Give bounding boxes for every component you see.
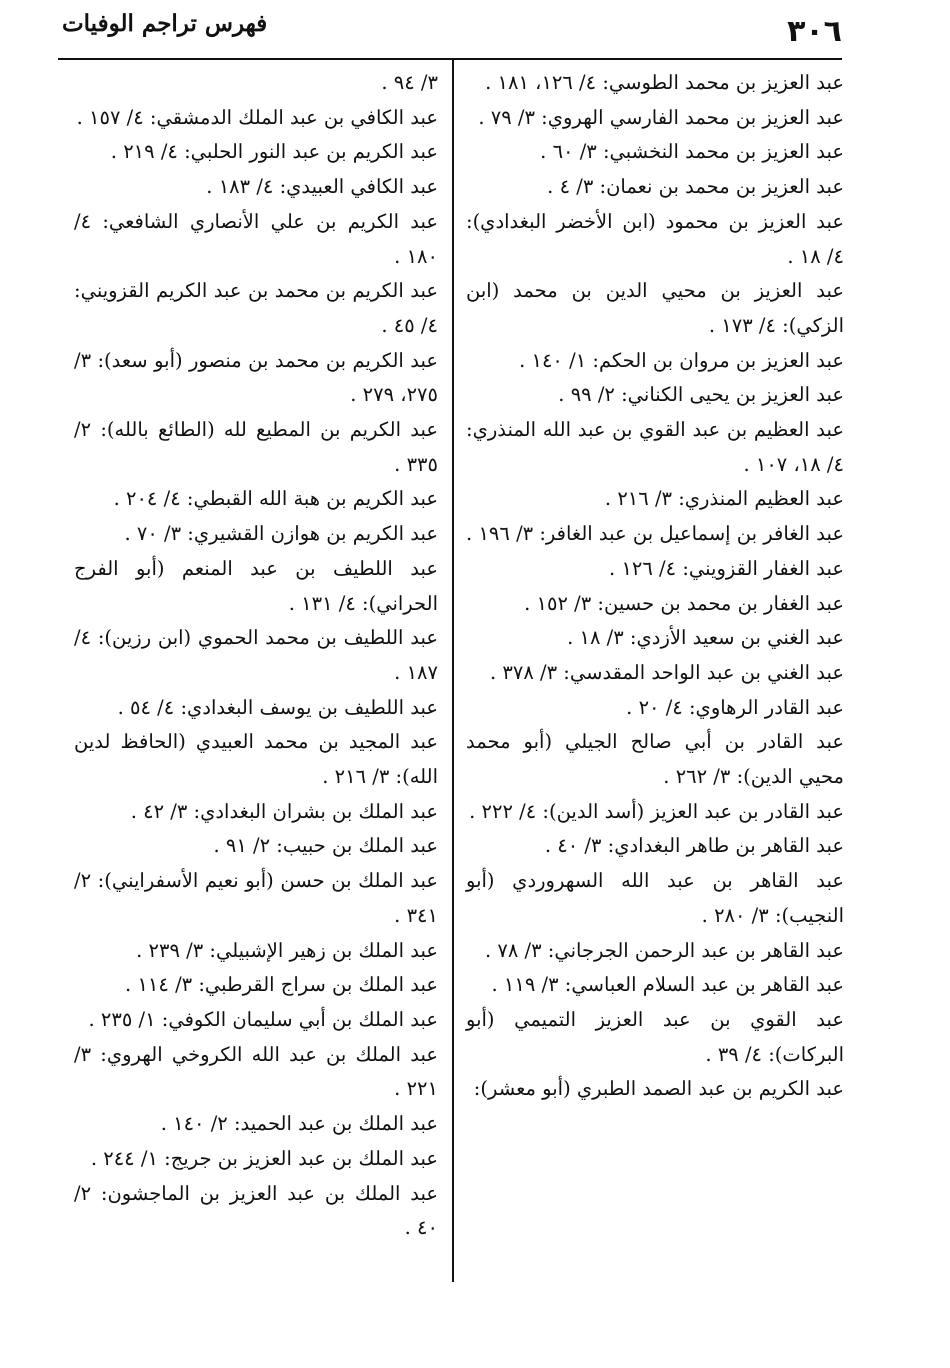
index-entry: عبد الملك بن أبي سليمان الكوفي: ١/ ٢٣٥ . xyxy=(88,1007,438,1031)
index-entry: عبد الغني بن عبد الواحد المقدسي: ٣/ ٣٧٨ . xyxy=(489,660,844,684)
index-entry: عبد القاهر بن عبد الله السهروردي (أبو النجيب): ٣/ ٢٨٠ . xyxy=(466,869,844,927)
index-entry: عبد العظيم بن عبد القوي بن عبد الله المنذري: ٤/ ١٨، ١٠٧ . xyxy=(466,418,844,476)
index-entry: عبد الملك بن حبيب: ٢/ ٩١ . xyxy=(213,834,438,858)
index-entry: عبد الملك بن عبد العزيز بن الماجشون: ٢/ ٤٠ . xyxy=(74,1181,438,1240)
header-divider xyxy=(58,58,842,60)
index-entry: عبد الكريم بن هبة الله القبطي: ٤/ ٢٠٤ . xyxy=(113,487,438,511)
index-entry: عبد الملك بن عبد العزيز بن جريج: ١/ ٢٤٤ . xyxy=(90,1146,438,1170)
index-entry: عبد الكافي العبيدي: ٤/ ١٨٣ . xyxy=(206,175,438,199)
index-entry: عبد العزيز بن محمد الفارسي الهروي: ٣/ ٧٩ . xyxy=(478,105,844,129)
running-title: فهرس تراجم الوفيات xyxy=(62,10,268,37)
index-entry: عبد العزيز بن محمد الطوسي: ٤/ ١٢٦، ١٨١ . xyxy=(485,71,844,94)
index-entry: عبد الكريم بن هوازن القشيري: ٣/ ٧٠ . xyxy=(124,522,438,546)
index-entry: عبد الكريم بن عبد النور الحلبي: ٤/ ٢١٩ . xyxy=(110,140,438,164)
index-entry: عبد القاهر بن طاهر البغدادي: ٣/ ٤٠ . xyxy=(544,834,844,858)
index-entry: عبد الغفار القزويني: ٤/ ١٢٦ . xyxy=(609,556,844,580)
index-entry: عبد الغني بن سعيد الأزدي: ٣/ ١٨ . xyxy=(567,626,844,650)
index-entry: عبد الملك بن زهير الإشبيلي: ٣/ ٢٣٩ . xyxy=(136,938,438,962)
index-entry: عبد المجيد بن محمد العبيدي (الحافظ لدين الله): ٣/ ٢١٦ . xyxy=(74,730,438,789)
index-entry: عبد العزيز بن محيي الدين بن محمد (ابن الزكي): ٤/ ١٧٣ . xyxy=(466,279,844,337)
index-entry: عبد القوي بن عبد العزيز التميمي (أبو البركات): ٤/ ٣٩ . xyxy=(466,1007,844,1066)
page-number: ٣٠٦ xyxy=(787,14,842,49)
index-entry: عبد العزيز بن محمد بن نعمان: ٣/ ٤ . xyxy=(547,175,844,199)
right-column xyxy=(466,66,844,1107)
index-entry: عبد الملك بن حسن (أبو نعيم الأسفرايني): ٢/ ٣٤١ . xyxy=(74,869,438,927)
column-divider xyxy=(452,60,454,1282)
index-entry: عبد الملك بن عبد الله الكروخي الهروي: ٣/ ٢٢١ . xyxy=(74,1042,438,1101)
index-entry: عبد الكريم بن المطيع لله (الطائع بالله): ٢/ ٣٣٥ . xyxy=(74,418,438,476)
index-entry: عبد الكريم بن علي الأنصاري الشافعي: ٤/ ١٨٠ . xyxy=(74,209,438,268)
page-header xyxy=(0,0,950,60)
index-entry: عبد العظيم المنذري: ٣/ ٢١٦ . xyxy=(604,487,844,511)
index-entry: عبد العزيز بن محمود (ابن الأخضر البغدادي): ٤/ ١٨ . xyxy=(466,209,844,268)
index-entry: عبد اللطيف بن عبد المنعم (أبو الفرج الحراني): ٤/ ١٣١ . xyxy=(74,556,438,615)
index-entry: عبد الكريم بن محمد بن منصور (أبو سعد): ٣/ ٢٧٥، ٢٧٩ . xyxy=(74,348,438,407)
index-entry: عبد الغافر بن إسماعيل بن عبد الغافر: ٣/ ١٩٦ . xyxy=(466,522,844,546)
left-column xyxy=(74,66,438,1246)
index-entry: عبد القادر بن عبد العزيز (أسد الدين): ٤/ ٢٢٢ . xyxy=(469,799,844,823)
index-entry: عبد اللطيف بن محمد الحموي (ابن رزين): ٤/ ١٨٧ . xyxy=(74,626,438,684)
index-entry: عبد الغفار بن محمد بن حسين: ٣/ ١٥٢ . xyxy=(524,591,844,615)
index-entry: ٣/ ٩٤ . xyxy=(381,71,438,94)
index-entry: عبد القاهر بن عبد الرحمن الجرجاني: ٣/ ٧٨ . xyxy=(484,938,844,962)
index-entry: عبد القاهر بن عبد السلام العباسي: ٣/ ١١٩ . xyxy=(491,973,844,997)
index-entry: عبد اللطيف بن يوسف البغدادي: ٤/ ٥٤ . xyxy=(117,695,438,719)
index-entry: عبد القادر بن أبي صالح الجيلي (أبو محمد محيي الدين): ٣/ ٢٦٢ . xyxy=(466,730,844,789)
index-entry: عبد الكافي بن عبد الملك الدمشقي: ٤/ ١٥٧ . xyxy=(76,105,438,129)
index-entry: عبد القادر الرهاوي: ٤/ ٢٠ . xyxy=(626,695,844,719)
index-entry: عبد الملك بن بشران البغدادي: ٣/ ٤٢ . xyxy=(130,799,438,823)
index-entry: عبد العزيز بن محمد النخشبي: ٣/ ٦٠ . xyxy=(540,140,844,164)
index-entry: عبد الكريم بن محمد بن عبد الكريم القزويني: ٤/ ٤٥ . xyxy=(74,279,438,337)
index-entry: عبد العزيز بن مروان بن الحكم: ١/ ١٤٠ . xyxy=(519,348,844,372)
index-entry: عبد الملك بن سراج القرطبي: ٣/ ١١٤ . xyxy=(125,973,438,997)
index-entry: عبد الملك بن عبد الحميد: ٢/ ١٤٠ . xyxy=(160,1112,438,1136)
index-entry: عبد العزيز بن يحيى الكناني: ٢/ ٩٩ . xyxy=(558,383,844,407)
index-entry: عبد الكريم بن عبد الصمد الطبري (أبو معشر): xyxy=(473,1077,844,1101)
